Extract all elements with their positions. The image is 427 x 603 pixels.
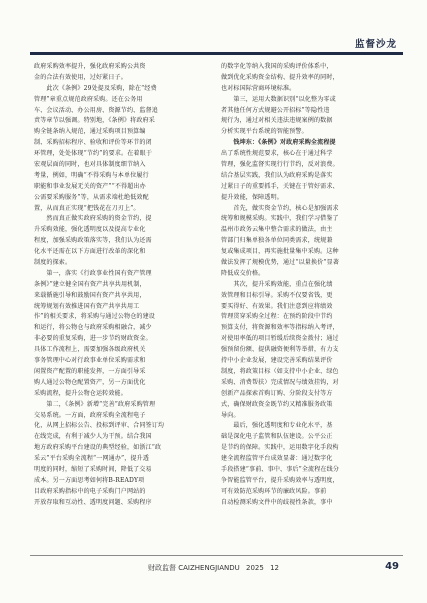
text-line: 来载循施引导和鼓励国有资产共享共用， xyxy=(34,291,146,299)
text-line: 管理，强化监督实现行行节约，反对浪费。 xyxy=(221,161,339,169)
text-line: 和运行，将公物仓与政府采购相融合，减少 xyxy=(34,324,152,332)
text-line: 地方政府采购平台建设的典型经验，如浙江“政 xyxy=(34,444,162,452)
text-line: 导向。 xyxy=(221,411,240,419)
text-line: 出了系统性规范要求，核心在于通过科学 xyxy=(221,150,333,158)
text-line: 作”的相关要求，将采购与通过公物仓的建设 xyxy=(34,313,155,321)
footer-year: 2025 xyxy=(246,564,264,572)
footer-publication: 财政监督 CAIZHENGJIANDU xyxy=(148,564,240,572)
text-line: 温州市政务云集中整合需求的做法，由主 xyxy=(221,226,333,234)
right-column xyxy=(221,62,391,509)
text-line: 采云”平台采购全流程“一网通办”，提升透 xyxy=(34,455,150,463)
text-line: 预算支付，将资源和效率等指标纳入考评， xyxy=(221,324,339,332)
text-line: 化水平还需在以下方面进行改革的深化和 xyxy=(34,248,146,256)
text-line: 责等章节以强调。特别地，《条例》将政府采 xyxy=(34,117,155,125)
text-line: 其次，提升采购效能，重点在强化绩 xyxy=(221,280,333,288)
text-line: 提升效能，保障透明。 xyxy=(221,193,283,201)
text-line: 统筹和规模采购。实践中，我们学习借鉴了 xyxy=(221,215,339,223)
text-line: 创新产品探索首购订购、分阶段支付等方 xyxy=(221,389,333,397)
text-line: 统筹规划有效推进国有资产共享共用工 xyxy=(34,302,140,310)
text-line: 降低成交价格。 xyxy=(221,269,265,277)
header-rule xyxy=(30,52,403,55)
text-line: 制、采购招标程序、验收和评价等环节的闭 xyxy=(34,139,152,147)
text-line: 第三，运用大数据识别“以化整为零或 xyxy=(221,95,336,103)
text-line: 可有效防范采购环节的廉政风险。事前 xyxy=(221,487,327,495)
text-line: 也对标国际营商环境标准。 xyxy=(221,84,296,92)
text-line: 争智能监管平台，提升采购效率与透明度， xyxy=(221,476,339,484)
text-line: 然而真正做实政府采购的资金节约，提 xyxy=(34,215,152,223)
text-line: 交易系统。一方面，政府采购全流程电子 xyxy=(34,411,146,419)
text-line: 宏观层面的同时，也对具体制度细节纳入 xyxy=(34,161,146,169)
text-line: 升采购效能，强化透明度以及提高专业化 xyxy=(34,226,146,234)
text-line: 者其他任何方式规避公开招标”等隐性违 xyxy=(221,106,330,114)
text-line: 过紧日子的重要抓手，关键在于管好需求、 xyxy=(221,182,339,190)
text-line: 强预留份额、提供融资便利等举措，有力支 xyxy=(221,346,339,354)
text-line: 要买得好、有效果。我们注意到应将绩效 xyxy=(221,302,333,310)
text-line: 环管理，处处体现“节约”的要求。在着眼于 xyxy=(34,150,153,158)
text-line: 式，确保财政资金既节约又精准服务政策 xyxy=(221,400,333,408)
text-line: 闲置资产配置的职能发挥，一方面引导采 xyxy=(34,367,146,375)
text-line: 自动检测采购文件中的歧视性条款，事中 xyxy=(221,498,333,506)
text-line: 最后，强化透明度和专业化水平，基 xyxy=(221,422,333,430)
text-line: 化，从网上招标公告、投标到评审、合同签订均 xyxy=(34,422,165,430)
text-line: 采购、消费帮扶）完成情况与绩效挂钩，对 xyxy=(221,378,339,386)
text-line: 此次《条例》29处提及采购，除在“经费 xyxy=(34,84,157,92)
text-line: 在线完成，有利于减少人为干预。结合我国 xyxy=(34,433,152,441)
text-line: 结合基层实践，我们认为政府采购是落实 xyxy=(221,171,333,179)
text-line: 分析实现平台系统的智能预警。 xyxy=(221,128,308,136)
text-line: 明度的同时，缩短了采购时间，降低了交易 xyxy=(34,465,152,473)
text-line: 职能和事业发展无关的资产”“不得超出办 xyxy=(34,182,146,190)
text-line: 车、会议活动、办公用房、资源节约、监督追 xyxy=(34,106,158,114)
text-line: 管理”章重点规范政府采购。还在公务用 xyxy=(34,95,143,103)
text-line: 做到优化采购资金结构、提升效率的同时， xyxy=(221,73,339,81)
text-line: 第二，《条例》新增“完善”政府采购管理 xyxy=(34,400,156,408)
text-line: 购人通过公物仓配置资产，另一方面优化 xyxy=(34,378,146,386)
text-line: 目政府采购指标中的电子采购门户网站的 xyxy=(34,487,146,495)
text-line: 管理贯穿采购全过程：在预约阶段中节约 xyxy=(221,313,333,321)
text-line: 效管理和目标引导。采购不仅要省钱，更 xyxy=(221,291,333,299)
text-line: 制度的探索。 xyxy=(34,259,72,267)
text-line: 管部门归集单独各单位同类需求，统规兼 xyxy=(221,237,333,245)
text-line: 程度，加强采购政策落实等，我们认为还需 xyxy=(34,237,152,245)
text-line: 事务管理中心对行政事业单位采购需求和 xyxy=(34,357,146,365)
text-line: 政府采购效率提升，强化政府采购公共资 xyxy=(34,63,146,70)
left-column xyxy=(34,62,204,509)
text-line: 做法发挥了规模优势，通过“以量换价”显著 xyxy=(221,259,340,267)
footer xyxy=(0,563,427,573)
text-line: 持中小企业发展，建设完善采购结果评价 xyxy=(221,357,333,365)
text-line: 钱坤东：《条例》对政府采购全流程提 xyxy=(221,139,336,147)
text-line: 复或集成项目，再实施批量集中采购。这种 xyxy=(221,248,339,256)
page-number: 49 xyxy=(385,561,399,572)
text-line: 础是深化电子监管和队伍建设。公平公正 xyxy=(221,433,333,441)
text-line: 非必要的重复采购，进一步节约财政资金。 xyxy=(34,335,152,343)
text-line: 对使用率低的项目暂缓后续资金拨付；通过 xyxy=(221,335,339,343)
text-line: 条例》”建立健全国有资产共享共用机制， xyxy=(34,280,146,288)
text-line: 规行为，通过对相关违法违规案例的数据 xyxy=(221,117,333,125)
text-line: 制度，将政策目标（如支持中小企业、绿色 xyxy=(221,367,339,375)
text-line: 首先，做实资金节约，核心是加强需求 xyxy=(221,204,339,212)
text-line: 的数字化等纳入我国的采购评价体系中， xyxy=(221,63,333,70)
text-line: 建全流程监管平台成效显著：通过数字化 xyxy=(221,455,333,463)
text-line: 具体工作流程上，需要加强各级政府机关 xyxy=(34,346,146,354)
section-label: 监督沙龙 xyxy=(354,39,397,50)
text-line: 购全链条纳入规范，通过采购项目预算编 xyxy=(34,128,146,136)
text-line: 第一，落实《行政事业性国有资产管理 xyxy=(34,269,152,277)
text-line: 手段搭建“事前、事中、事后”全流程在线分 xyxy=(221,465,340,473)
text-line: 金的合法有效使用，过好紧日子。 xyxy=(34,73,127,81)
text-line: 置，从而真正实现“把钱花在刀刃上”。 xyxy=(34,204,140,212)
footer-rule xyxy=(30,555,403,556)
text-line: 成本。另一方面思考如何将B-READY项 xyxy=(34,476,145,484)
text-line: 开放存取和互动性、透明度问题、采购程序 xyxy=(34,498,152,506)
text-line: 考量，例如，明确“不得采购与本单位履行 xyxy=(34,171,149,179)
footer-issue: 12 xyxy=(270,564,279,572)
text-line: 公需要采购服务”等，从需求端杜绝低效配 xyxy=(34,193,149,201)
text-line: 采购流程，提升公物仓运转效能。 xyxy=(34,389,127,397)
text-line: 是节约的保障。实践中，运用数字化手段构 xyxy=(221,444,339,452)
